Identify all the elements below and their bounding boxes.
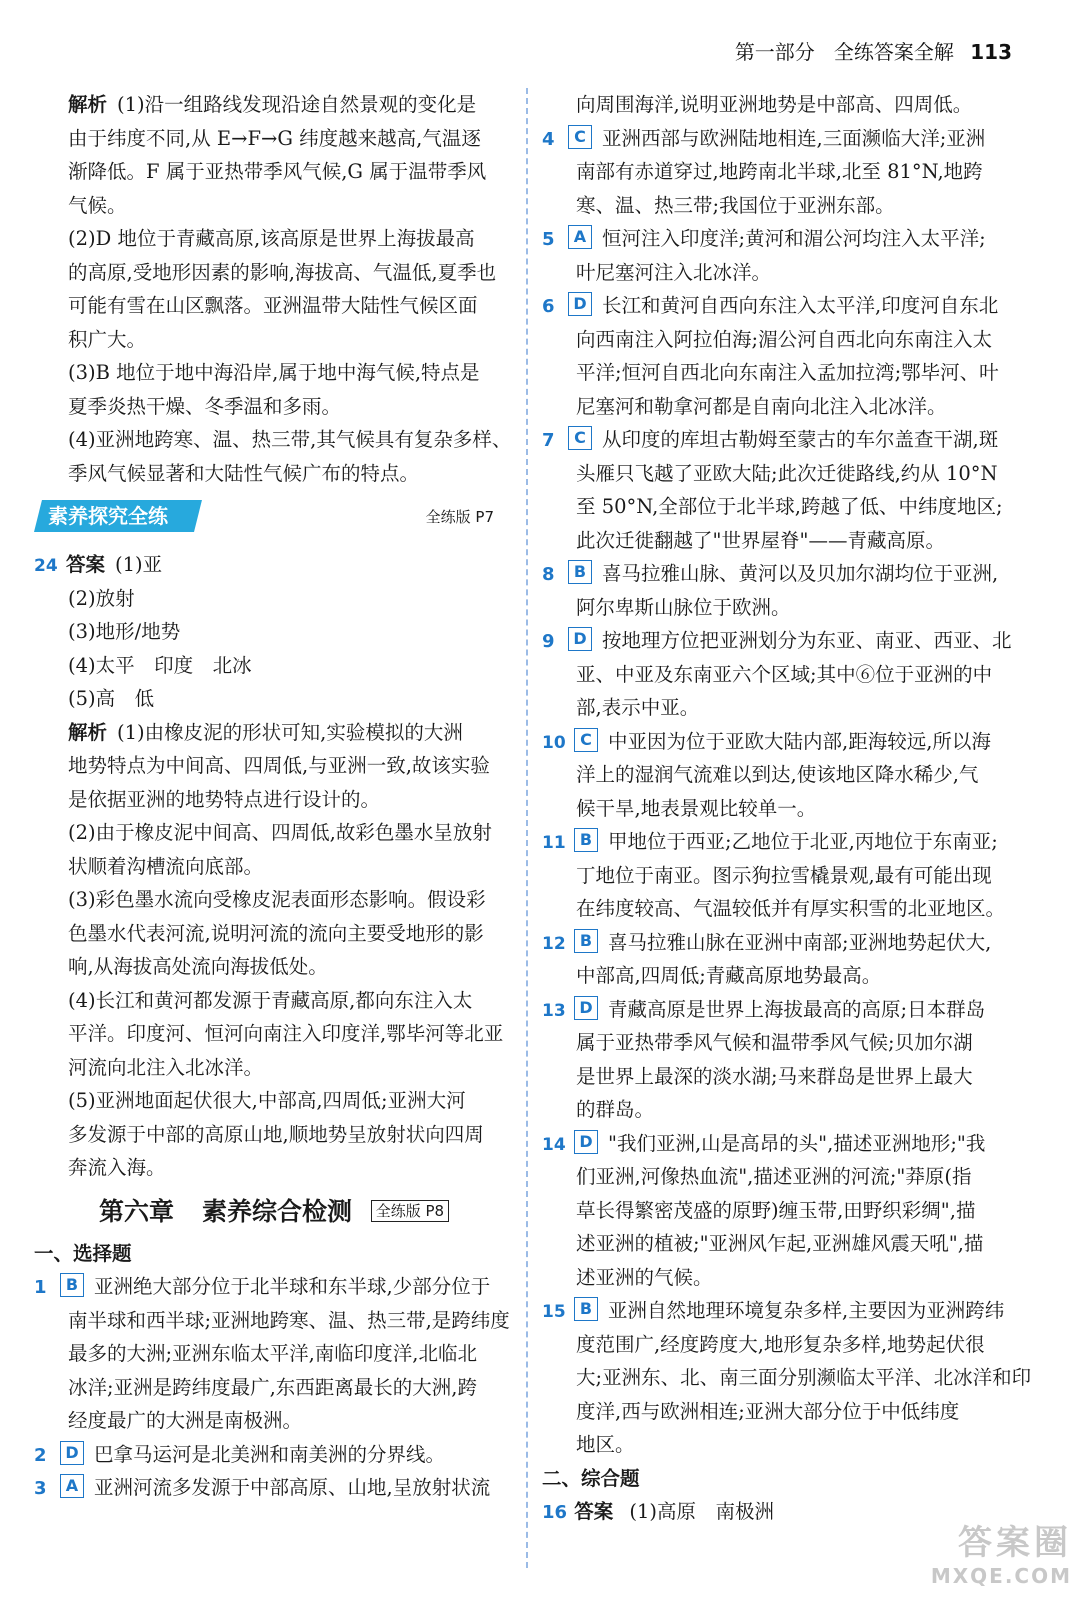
question-text-line: 的群岛。 — [576, 1098, 655, 1121]
question-line — [542, 423, 1022, 457]
left-question-list — [34, 1270, 514, 1505]
answer-line — [34, 615, 514, 649]
question-text-line: 度范围广,经度跨度大,地形复杂多样,地势起伏很 — [576, 1332, 985, 1356]
analysis-line: 季风气候显著和大陆性气候广布的特点。 — [68, 461, 420, 485]
analysis-line: (2)D 地位于青藏高原,该高原是世界上海拔最高 — [68, 227, 475, 250]
answer-box: C — [568, 426, 592, 450]
question-text-line: 南半球和西半球;亚洲地跨寒、温、热三带,是跨纬度 — [68, 1308, 510, 1332]
question-number: 6 — [542, 296, 555, 317]
question-text-line: 部,表示中亚。 — [576, 696, 700, 719]
answer-line — [34, 582, 514, 616]
question-text-line: 南部有赤道穿过,地跨南北半球,北至 81°N,地跨 — [576, 160, 983, 183]
answer-box: C — [568, 125, 592, 149]
question-line — [542, 289, 1022, 323]
question-text: 亚洲自然地理环境复杂多样,主要因为亚洲跨纬 — [608, 1299, 1005, 1322]
analysis-tag: 解析 — [68, 720, 108, 744]
question-number: 4 — [542, 128, 555, 150]
question-text: 从印度的库坦古勒姆至蒙古的车尔盖查干湖,斑 — [602, 428, 999, 451]
banner-title: 素养探究全练 — [48, 504, 168, 528]
question-text-line: 候干旱,地表景观比较单一。 — [576, 796, 817, 820]
answer-tag: 答案 — [66, 553, 106, 576]
right-question-list — [542, 122, 1032, 1462]
analysis-line: 是依据亚洲的地势特点进行设计的。 — [68, 787, 381, 811]
question-text: 喜马拉雅山脉在亚洲中南部;亚洲地势起伏大, — [608, 930, 992, 954]
question-text-line: 冰洋;亚洲是跨纬度最广,东西距离最长的大洲,跨 — [68, 1375, 477, 1399]
answer-line — [34, 548, 514, 582]
question-line — [34, 1471, 514, 1505]
analysis-line: (5)亚洲地面起伏很大,中部高,四周低;亚洲大河 — [68, 1089, 466, 1112]
analysis-line: 平洋。印度河、恒河向南注入印度洋,鄂毕河等北亚 — [68, 1022, 504, 1045]
section-heading-comprehensive: 二、综合题 — [542, 1466, 640, 1490]
question-text-line: 是世界上最深的淡水湖;马来群岛是世界上最大 — [576, 1064, 973, 1088]
watermark-logo — [931, 1515, 1072, 1588]
question-number: 15 — [542, 1302, 566, 1322]
question-line — [542, 825, 1022, 859]
question-text-line: 度洋,西与欧洲相连;亚洲大部分位于中低纬度 — [576, 1399, 960, 1423]
chapter-title — [34, 1187, 514, 1237]
question-number: 7 — [542, 430, 555, 451]
question-text-line: 至 50°N,全部位于北半球,跨越了低、中纬度地区; — [576, 495, 1003, 518]
question-text-line: 头雁只飞越了亚欧大陆;此次迁徙路线,约从 10°N — [576, 461, 998, 485]
answer-box: D — [568, 292, 592, 316]
analysis-line: 地势特点为中间高、四周低,与亚洲一致,故该实验 — [68, 754, 490, 777]
analysis-line: 积广大。 — [68, 327, 147, 351]
question-number: 16 — [542, 1502, 568, 1523]
question-text-line: 地区。 — [576, 1433, 635, 1456]
section-heading-choice: 一、选择题 — [34, 1241, 132, 1265]
answer-line — [34, 682, 514, 716]
question-line — [542, 725, 1022, 759]
question-text-line: 亚、中亚及东南亚六个区域;其中⑥位于亚洲的中 — [576, 662, 993, 686]
analysis-line: 气候。 — [68, 193, 127, 217]
question-text-line: 经度最广的大洲是南极洲。 — [68, 1409, 303, 1432]
chapter-reference: 全练版 P8 — [371, 1200, 449, 1222]
question-text-line: 洋上的湿润气流难以到达,使该地区降水稀少,气 — [576, 763, 979, 786]
analysis-line: 的高原,受地形因素的影响,海拔高、气温低,夏季也 — [68, 260, 497, 284]
question-line — [542, 222, 1022, 256]
analysis-tag: 解析 — [68, 93, 108, 116]
question-text: 长江和黄河自西向东注入太平洋,印度河自东北 — [602, 294, 999, 317]
analysis-line: 多发源于中部的高原山地,顺地势呈放射状向四周 — [68, 1122, 484, 1146]
answer-box: B — [568, 560, 592, 584]
answer-box: A — [568, 225, 592, 249]
answer-box: B — [60, 1273, 84, 1297]
analysis-line: 河流向北注入北冰洋。 — [68, 1055, 264, 1079]
answer-text: (4)太平 印度 北冰 — [68, 653, 252, 677]
question-number: 2 — [34, 1444, 47, 1466]
question-line — [542, 557, 1022, 591]
analysis-line: (4)长江和黄河都发源于青藏高原,都向东注入太 — [68, 988, 473, 1012]
analysis-line: 奔流入海。 — [68, 1156, 166, 1179]
question-text-line: 丁地位于南亚。图示狗拉雪橇景观,最有可能出现 — [576, 863, 992, 887]
chapter-number: 第六章 — [98, 1196, 174, 1226]
analysis-block-23 — [34, 88, 514, 490]
question-number: 10 — [542, 732, 566, 753]
question-number: 13 — [542, 1000, 566, 1021]
question-text-line: 阿尔卑斯山脉位于欧洲。 — [576, 595, 791, 619]
analysis-text: (1)由橡皮泥的形状可知,实验模拟的大洲 — [117, 720, 463, 744]
question-line — [542, 1127, 1022, 1161]
question-text-line: 属于亚热带季风气候和温带季风气候;贝加尔湖 — [576, 1031, 973, 1054]
question-text-line: 叶尼塞河注入北冰洋。 — [576, 260, 772, 284]
question-text-line: 最多的大洲;亚洲东临太平洋,南临印度洋,北临北 — [68, 1342, 477, 1365]
answer-text: (5)高 低 — [68, 687, 155, 710]
question-line — [34, 1270, 514, 1304]
chapter-name: 素养综合检测 — [201, 1196, 352, 1226]
question-text-line: 大;亚洲东、北、南三面分别濒临太平洋、北冰洋和印 — [576, 1366, 1032, 1389]
question-text-line: 在纬度较高、气温较低并有厚实积雪的北亚地区。 — [576, 897, 1006, 920]
question-3-continued: 向周围海洋,说明亚洲地势是中部高、四周低。 — [576, 93, 973, 116]
question-text-line: 草长得繁密茂盛的原野)缠玉带,田野织彩绸",描 — [576, 1198, 976, 1222]
header-section: 第一部分 — [734, 40, 815, 64]
question-number: 8 — [542, 564, 555, 585]
question-text: 喜马拉雅山脉、黄河以及贝加尔湖均位于亚洲, — [602, 562, 999, 585]
question-number: 24 — [34, 556, 58, 576]
answer-box: D — [574, 1130, 598, 1154]
answer-box: A — [60, 1474, 84, 1498]
answer-text: (1)亚 — [115, 553, 163, 576]
column-divider — [526, 88, 528, 1568]
question-text: 亚洲西部与欧洲陆地相连,三面濒临大洋;亚洲 — [602, 126, 986, 150]
question-number: 3 — [34, 1478, 47, 1499]
question-24 — [34, 548, 514, 1185]
question-text: 按地理方位把亚洲划分为东亚、南亚、西亚、北 — [602, 629, 1012, 652]
analysis-line: (3)B 地位于地中海沿岸,属于地中海气候,特点是 — [68, 361, 480, 384]
answer-box: D — [574, 996, 598, 1020]
analysis-line: 渐降低。F 属于亚热带季风气候,G 属于温带季风 — [68, 160, 487, 183]
question-text-line: 们亚洲,河像热血流",描述亚洲的河流;"莽原(指 — [576, 1165, 972, 1188]
question-text-line: 述亚洲的气候。 — [576, 1265, 713, 1289]
question-number: 12 — [542, 933, 566, 954]
question-line — [34, 1438, 514, 1472]
analysis-line: 夏季炎热干燥、冬季温和多雨。 — [68, 394, 342, 418]
watermark-url: MXQE.COM — [930, 1564, 1072, 1588]
question-number: 9 — [542, 631, 555, 652]
question-number: 1 — [34, 1277, 47, 1298]
question-text-line: 尼塞河和勒拿河都是自南向北注入北冰洋。 — [576, 394, 947, 418]
analysis-line: (2)由于橡皮泥中间高、四周低,故彩色墨水呈放射 — [68, 821, 492, 844]
analysis-line: 可能有雪在山区飘落。亚洲温带大陆性气候区面 — [68, 294, 478, 317]
analysis-line: 响,从海拔高处流向海拔低处。 — [68, 955, 328, 978]
analysis-line: (4)亚洲地跨寒、温、热三带,其气候具有复杂多样、 — [68, 428, 512, 451]
question-text: 亚洲河流多发源于中部高原、山地,呈放射状流 — [94, 1476, 491, 1499]
page-number: 113 — [970, 40, 1012, 64]
question-line — [542, 122, 1022, 156]
question-number: 14 — [542, 1134, 566, 1155]
question-text-line: 此次迁徙翻越了"世界屋脊"——青藏高原。 — [576, 528, 945, 552]
analysis-line — [34, 88, 514, 122]
answer-text: (2)放射 — [68, 586, 135, 610]
question-line — [542, 993, 1022, 1027]
question-text: "我们亚洲,山是高昂的头",描述亚洲地形;"我 — [608, 1131, 986, 1155]
question-text: 巴拿马运河是北美洲和南美洲的分界线。 — [94, 1442, 446, 1466]
answer-text: (1)高原 南极洲 — [629, 1500, 775, 1523]
question-line — [542, 624, 1022, 658]
question-line — [542, 926, 1022, 960]
question-text: 恒河注入印度洋;黄河和湄公河均注入太平洋; — [602, 227, 986, 250]
answer-box: B — [574, 828, 598, 852]
answer-box: D — [568, 627, 592, 651]
answer-line — [34, 649, 514, 683]
page-header — [735, 36, 1012, 65]
answer-box: D — [60, 1441, 84, 1465]
question-text-line: 中部高,四周低;青藏高原地势最高。 — [576, 964, 882, 987]
answer-box: B — [574, 929, 598, 953]
analysis-line: (3)彩色墨水流向受橡皮泥表面形态影响。假设彩 — [68, 888, 486, 911]
question-number: 11 — [542, 833, 566, 853]
question-text-line: 寒、温、热三带;我国位于亚洲东部。 — [576, 193, 895, 217]
banner-reference: 全练版 P7 — [425, 508, 494, 526]
answer-tag: 答案 — [574, 1500, 614, 1523]
analysis-text: (1)沿一组路线发现沿途自然景观的变化是 — [117, 93, 477, 116]
question-text-line: 平洋;恒河自西北向东南注入孟加拉湾;鄂毕河、叶 — [576, 361, 999, 384]
analysis-line: 状顺着沟槽流向底部。 — [68, 854, 264, 878]
question-text: 中亚因为位于亚欧大陆内部,距海较远,所以海 — [608, 729, 991, 753]
question-number: 5 — [542, 229, 555, 250]
answer-box: C — [574, 728, 598, 752]
header-title: 全练答案全解 — [833, 40, 954, 64]
analysis-line — [34, 716, 514, 750]
left-column — [34, 88, 514, 1505]
question-text-line: 向西南注入阿拉伯海;湄公河自西北向东南注入太 — [576, 327, 993, 351]
right-column — [542, 88, 1032, 1529]
question-line — [542, 1294, 1022, 1328]
analysis-line: 由于纬度不同,从 E→F→G 纬度越来越高,气温逐 — [68, 126, 481, 150]
answer-text: (3)地形/地势 — [68, 620, 181, 643]
answer-box: B — [574, 1297, 598, 1321]
section-banner — [34, 496, 514, 540]
analysis-line: 色墨水代表河流,说明河流的流向主要受地形的影 — [68, 921, 484, 945]
question-text: 亚洲绝大部分位于北半球和东半球,少部分位于 — [94, 1275, 491, 1298]
watermark-text: 答案圈 — [958, 1523, 1072, 1563]
question-text-line: 述亚洲的植被;"亚洲风乍起,亚洲雄风震天吼",描 — [576, 1232, 984, 1255]
question-text: 甲地位于西亚;乙地位于北亚,丙地位于东南亚; — [608, 830, 998, 853]
question-text: 青藏高原是世界上海拔最高的高原;日本群岛 — [608, 997, 986, 1021]
